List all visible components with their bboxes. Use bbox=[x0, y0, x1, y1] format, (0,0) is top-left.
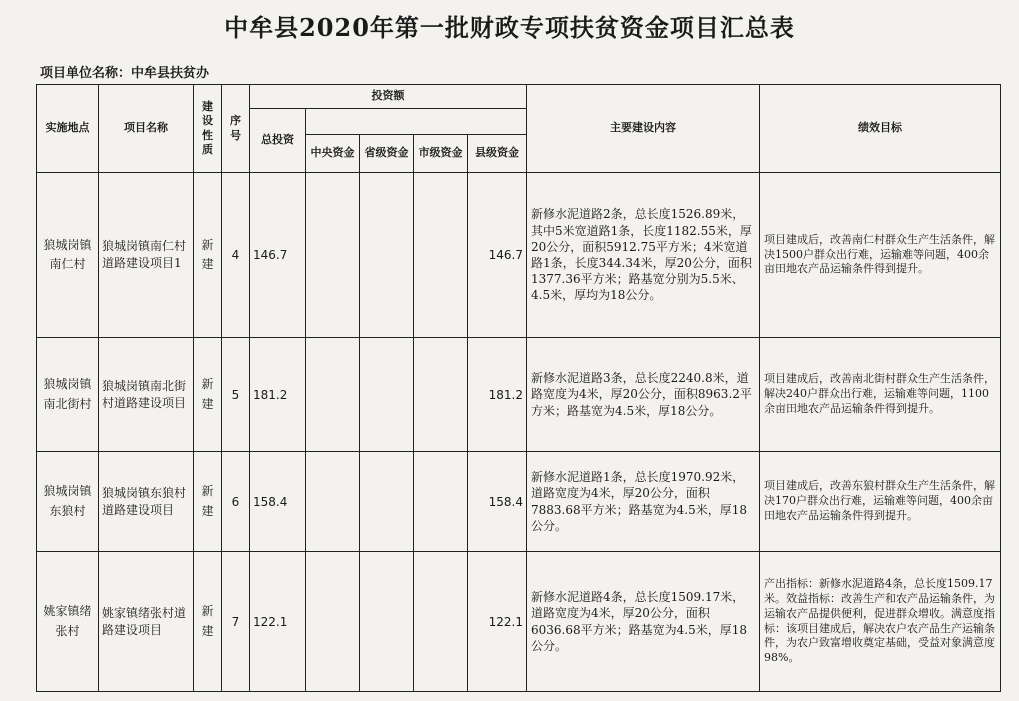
row-location: 狼城岗镇南仁村 bbox=[37, 173, 99, 338]
row-central bbox=[306, 452, 360, 552]
row-provincial bbox=[360, 338, 414, 452]
row-central bbox=[306, 552, 360, 692]
row-total: 158.4 bbox=[250, 452, 306, 552]
row-county: 146.7 bbox=[468, 173, 527, 338]
row-county: 122.1 bbox=[468, 552, 527, 692]
header-provincial: 省级资金 bbox=[360, 135, 414, 173]
row-city bbox=[414, 452, 468, 552]
header-city: 市级资金 bbox=[414, 135, 468, 173]
row-content: 新修水泥道路2条，总长度1526.89米，其中5米宽道路1条，长度1182.55米，厚20公分，面积5912.75平方米；4米宽道路1条，长度344.34米，厚20公分，面积1377.36平方米；路基宽分别为5.5米、4.5米，厚均为18公分。 bbox=[527, 173, 760, 338]
header-nature: 建设性质 bbox=[194, 85, 222, 173]
table-row bbox=[37, 452, 1001, 552]
row-project: 姚家镇绪张村道路建设项目 bbox=[99, 552, 194, 692]
header-location: 实施地点 bbox=[37, 85, 99, 173]
row-seq: 5 bbox=[222, 338, 250, 452]
document-title: 中牟县2020年第一批财政专项扶贫资金项目汇总表 bbox=[224, 13, 795, 42]
row-total: 146.7 bbox=[250, 173, 306, 338]
header-county: 县级资金 bbox=[468, 135, 527, 173]
row-content: 新修水泥道路4条，总长度1509.17米，道路宽度为4米，厚20公分，面积6036.68平方米；路基宽为4.5米，厚18公分。 bbox=[527, 552, 760, 692]
row-goal: 项目建成后，改善南北街村群众生产生活条件，解决240户群众出行难，运输难等问题，1100余亩田地农产品运输条件得到提升。 bbox=[760, 338, 1001, 452]
row-city bbox=[414, 173, 468, 338]
table-row bbox=[37, 173, 1001, 338]
header-central: 中央资金 bbox=[306, 135, 360, 173]
row-content: 新修水泥道路1条，总长度1970.92米，道路宽度为4米，厚20公分，面积7883.68平方米；路基宽为4.5米，厚18公分。 bbox=[527, 452, 760, 552]
row-goal: 项目建成后，改善南仁村群众生产生活条件，解决1500户群众出行难，运输难等问题，400余亩田地农产品运输条件得到提升。 bbox=[760, 173, 1001, 338]
row-goal: 项目建成后，改善东狼村群众生产生活条件，解决170户群众出行难，运输难等问题，400余亩田地农产品运输条件得到提升。 bbox=[760, 452, 1001, 552]
row-location: 姚家镇绪张村 bbox=[37, 552, 99, 692]
table-row bbox=[37, 338, 1001, 452]
row-city bbox=[414, 552, 468, 692]
row-project: 狼城岗镇南北街村道路建设项目 bbox=[99, 338, 194, 452]
row-goal: 产出指标：新修水泥道路4条，总长度1509.17米。效益指标：改善生产和农产品运输条件，为运输农产品提供便利，促进群众增收。满意度指标：该项目建成后，解决农户农产品生产运输条件，为农户致富增收奠定基础，受益对象满意度98%。 bbox=[760, 552, 1001, 692]
header-funds-blank bbox=[306, 109, 527, 135]
row-project: 狼城岗镇东狼村道路建设项目 bbox=[99, 452, 194, 552]
row-nature: 新建 bbox=[194, 552, 222, 692]
header-project: 项目名称 bbox=[99, 85, 194, 173]
row-nature: 新建 bbox=[194, 338, 222, 452]
row-location: 狼城岗镇南北街村 bbox=[37, 338, 99, 452]
row-central bbox=[306, 338, 360, 452]
summary-table bbox=[36, 84, 1001, 692]
row-total: 181.2 bbox=[250, 338, 306, 452]
row-central bbox=[306, 173, 360, 338]
table-row bbox=[37, 552, 1001, 692]
row-project: 狼城岗镇南仁村道路建设项目1 bbox=[99, 173, 194, 338]
header-content: 主要建设内容 bbox=[527, 85, 760, 173]
header-goal: 绩效目标 bbox=[760, 85, 1001, 173]
header-seq: 序号 bbox=[222, 85, 250, 173]
row-nature: 新建 bbox=[194, 452, 222, 552]
header-investment: 投资额 bbox=[250, 85, 527, 109]
row-provincial bbox=[360, 452, 414, 552]
row-seq: 7 bbox=[222, 552, 250, 692]
row-location: 狼城岗镇东狼村 bbox=[37, 452, 99, 552]
row-provincial bbox=[360, 552, 414, 692]
row-total: 122.1 bbox=[250, 552, 306, 692]
row-county: 158.4 bbox=[468, 452, 527, 552]
project-unit-label: 项目单位名称：中牟县扶贫办 bbox=[40, 66, 210, 81]
row-seq: 4 bbox=[222, 173, 250, 338]
row-city bbox=[414, 338, 468, 452]
row-provincial bbox=[360, 173, 414, 338]
row-nature: 新建 bbox=[194, 173, 222, 338]
row-county: 181.2 bbox=[468, 338, 527, 452]
header-total: 总投资 bbox=[250, 109, 306, 173]
row-content: 新修水泥道路3条，总长度2240.8米，道路宽度为4米，厚20公分，面积8963.2平方米；路基宽为4.5米，厚18公分。 bbox=[527, 338, 760, 452]
row-seq: 6 bbox=[222, 452, 250, 552]
